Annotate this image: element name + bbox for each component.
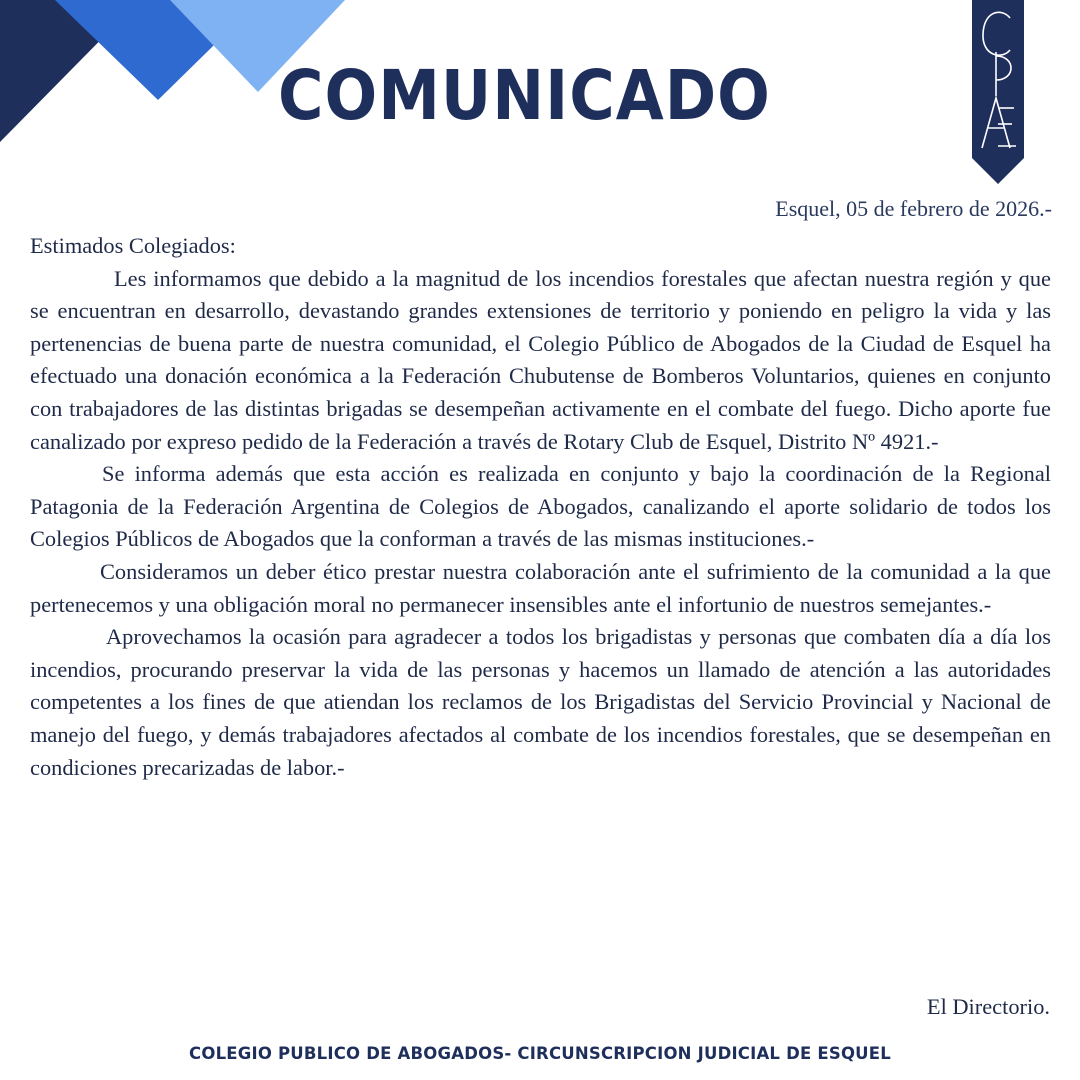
letter-paragraph: Aprovechamos la ocasión para agradecer a todos los brigadistas y personas que combaten día a día los incendios, procurando preservar la vida de las personas y hacemos un llamado de atención a las autoridades competentes a los fines de que atiendan los reclamos de los Brigadistas del Servicio Provincial y Nacional de manejo del fuego, y demás trabajadores afectados al combate de los incendios forestales, que se desempeñan en condiciones precarizadas de labor.- [30,624,1051,780]
cpae-logo-ribbon [972,0,1024,184]
letter-salutation: Estimados Colegiados: [30,233,236,258]
letter-date: Esquel, 05 de febrero de 2026.- [775,196,1052,221]
letter-body [30,230,1051,784]
letter-paragraph: Consideramos un deber ético prestar nuestra colaboración ante el sufrimiento de la comunidad a la que pertenecemos y una obligación moral no permanecer insensibles ante el infortunio de nuestros semejantes.- [30,558,1051,617]
page-title: COMUNICADO [278,55,771,136]
footer-organization-name: COLEGIO PUBLICO DE ABOGADOS- CIRCUNSCRIPCION JUDICIAL DE ESQUEL [189,1044,891,1063]
letter-paragraph: Les informamos que debido a la magnitud de los incendios forestales que afectan nuestra región y que se encuentran en desarrollo, devastando grandes extensiones de territorio y poniendo en peligro la vida y las pertenencias de buena parte de nuestra comunidad, el Colegio Público de Abogados de la Ciudad de Esquel ha efectuado una donación económica a la Federación Chubutense de Bomberos Voluntarios, quienes en conjunto con trabajadores de las distintas brigadas se desempeñan activamente en el combate del fuego. Dicho aporte fue canalizado por expreso pedido de la Federación a través de Rotary Club de Esquel, Distrito Nº 4921.- [30,265,1051,454]
letter-paragraph: Se informa además que esta acción es realizada en conjunto y bajo la coordinación de la Regional Patagonia de la Federación Argentina de Colegios de Abogados, canalizando el aporte solidario de todos los Colegios Públicos de Abogados que la conforman a través de las mismas instituciones.- [30,461,1051,552]
ribbon-shape [972,0,1024,184]
letter-signature: El Directorio. [926,994,1050,1019]
